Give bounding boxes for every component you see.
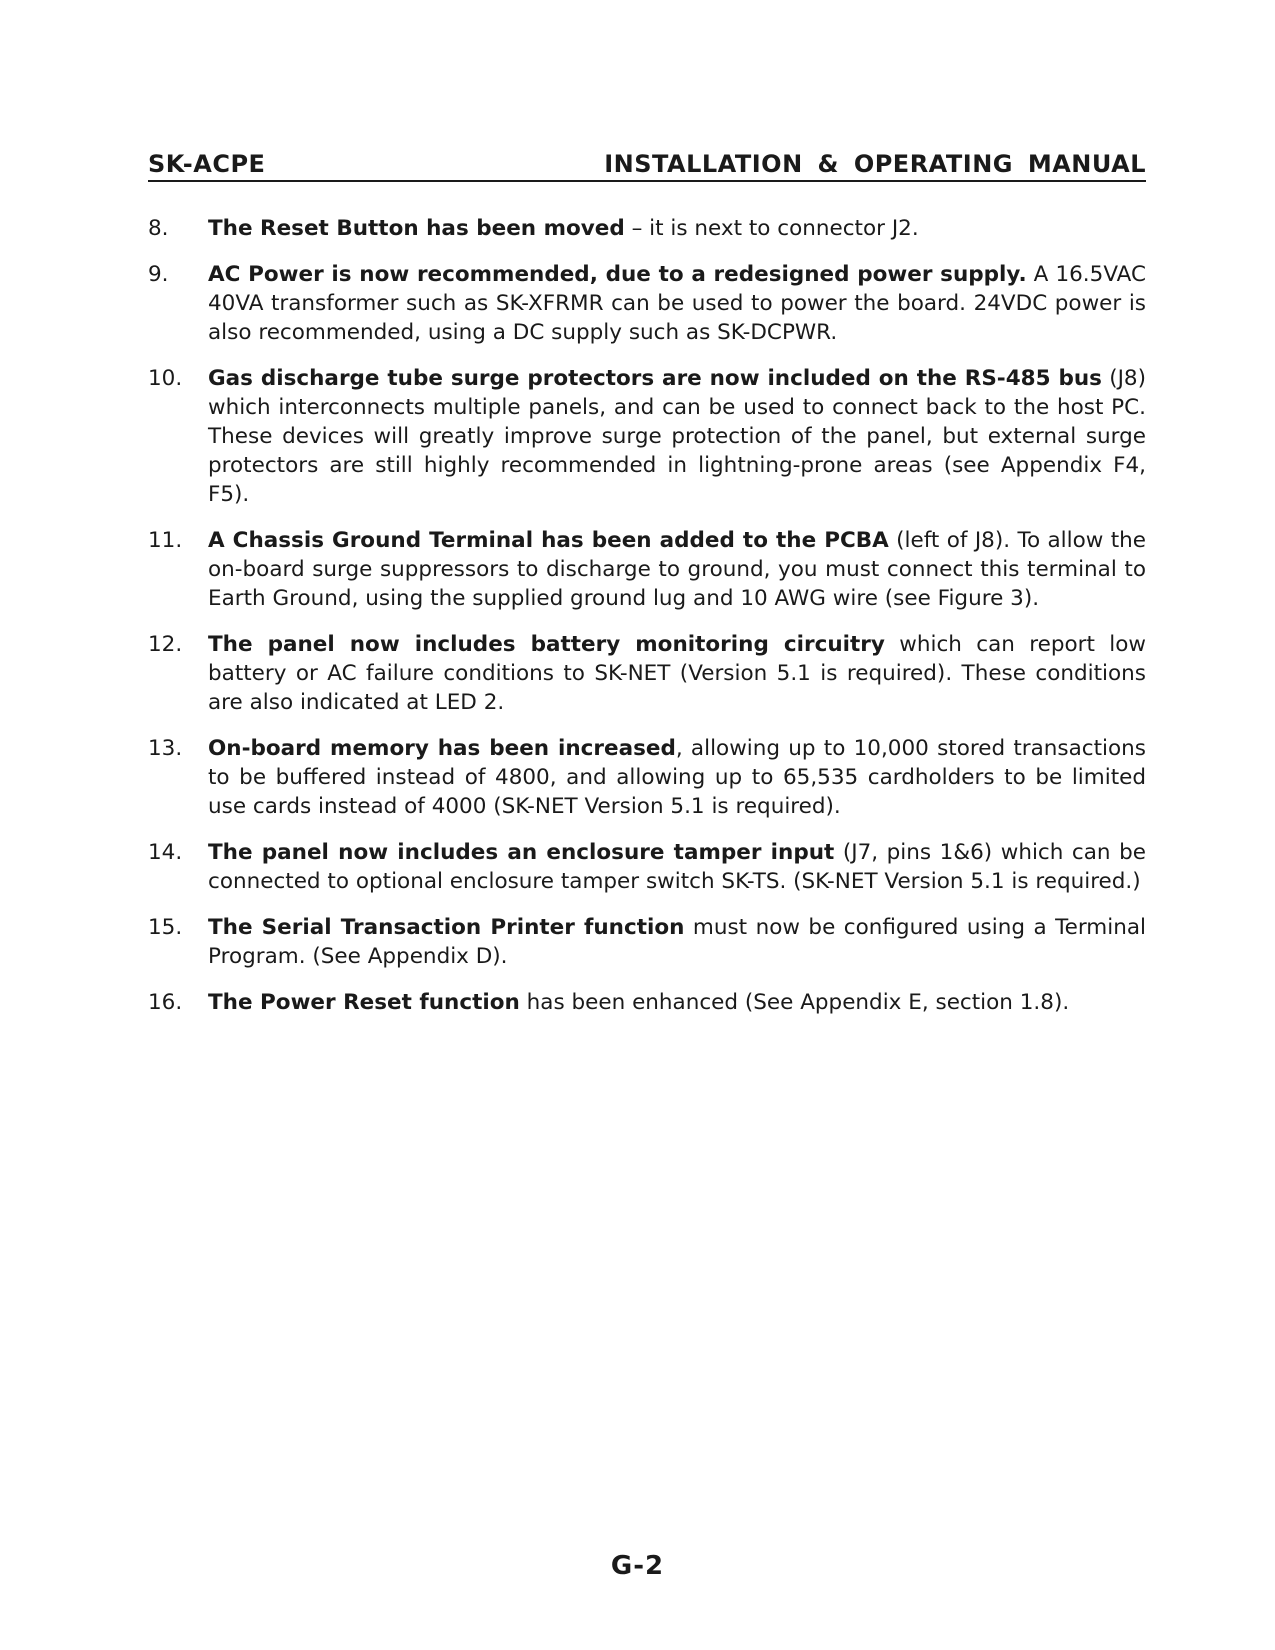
list-item [148, 988, 1146, 1017]
item-text [208, 988, 1146, 1017]
item-number: 10. [148, 366, 183, 391]
item-text [208, 260, 1146, 347]
list-item [148, 734, 1146, 821]
item-body: , allowing up to 10,000 stored transactions to be buffered instead of 4800, and allowing up to 65,535 cardholders to be limited use cards instead of 4000 (SK-NET Version 5.1 is required). [208, 736, 1146, 819]
item-text [208, 630, 1146, 717]
item-bold-lead: The Reset Button has been moved [208, 216, 625, 241]
list-item [148, 214, 1146, 243]
item-number: 11. [148, 528, 183, 553]
header-model: SK-ACPE [148, 150, 266, 178]
item-body: has been enhanced (See Appendix E, section 1.8). [519, 990, 1070, 1015]
item-body: (left of J8). To allow the on-board surge suppressors to discharge to ground, you must connect this terminal to Earth Ground, using the supplied ground lug and 10 AWG wire (see Figure 3). [208, 528, 1146, 611]
item-text [208, 526, 1146, 613]
item-text [208, 364, 1146, 509]
item-bold-lead: The panel now includes an enclosure tamper input [208, 840, 835, 865]
item-number: 15. [148, 915, 183, 940]
item-bold-lead: AC Power is now recommended, due to a redesigned power supply. [208, 262, 1027, 287]
item-bold-lead: Gas discharge tube surge protectors are now included on the RS-485 bus [208, 366, 1102, 391]
item-number: 12. [148, 632, 183, 657]
item-text [208, 734, 1146, 821]
list-item [148, 838, 1146, 896]
item-number: 9. [148, 262, 169, 287]
item-number: 13. [148, 736, 183, 761]
page-header [148, 146, 1146, 182]
item-bold-lead: The Power Reset function [208, 990, 520, 1015]
item-bold-lead: The Serial Transaction Printer function [208, 915, 685, 940]
list-item [148, 260, 1146, 347]
list-item [148, 630, 1146, 717]
list-item [148, 913, 1146, 971]
item-bold-lead: On-board memory has been increased [208, 736, 676, 761]
item-number: 8. [148, 216, 169, 241]
item-bold-lead: The panel now includes battery monitoring circuitry [208, 632, 885, 657]
item-body: must now be configured using a Terminal Program. (See Appendix D). [208, 915, 1146, 969]
page-number: G-2 [610, 1551, 665, 1581]
changes-list [148, 214, 1146, 1034]
list-item [148, 526, 1146, 613]
item-body: (J8) which interconnects multiple panels, and can be used to connect back to the host PC. These devices will greatly improve surge protection of the panel, but external surge protectors are still highly recommended in lightning-prone areas (see Appendix F4, F5). [208, 366, 1146, 507]
header-manual-title: INSTALLATION & OPERATING MANUAL [604, 150, 1146, 178]
item-text [208, 913, 1146, 971]
item-body: (J7, pins 1&6) which can be connected to optional enclosure tamper switch SK-TS. (SK-NET Version 5.1 is required.) [208, 840, 1146, 894]
item-body: – it is next to connector J2. [624, 216, 919, 241]
item-body: A 16.5VAC 40VA transformer such as SK-XFRMR can be used to power the board. 24VDC power is also recommended, using a DC supply such as SK-DCPWR. [208, 262, 1146, 345]
item-bold-lead: A Chassis Ground Terminal has been added to the PCBA [208, 528, 889, 553]
item-number: 14. [148, 840, 183, 865]
item-body: which can report low battery or AC failure conditions to SK-NET (Version 5.1 is required). These conditions are also indicated at LED 2. [208, 632, 1146, 715]
item-text [208, 214, 1146, 243]
list-item [148, 364, 1146, 509]
item-text [208, 838, 1146, 896]
item-number: 16. [148, 990, 183, 1015]
